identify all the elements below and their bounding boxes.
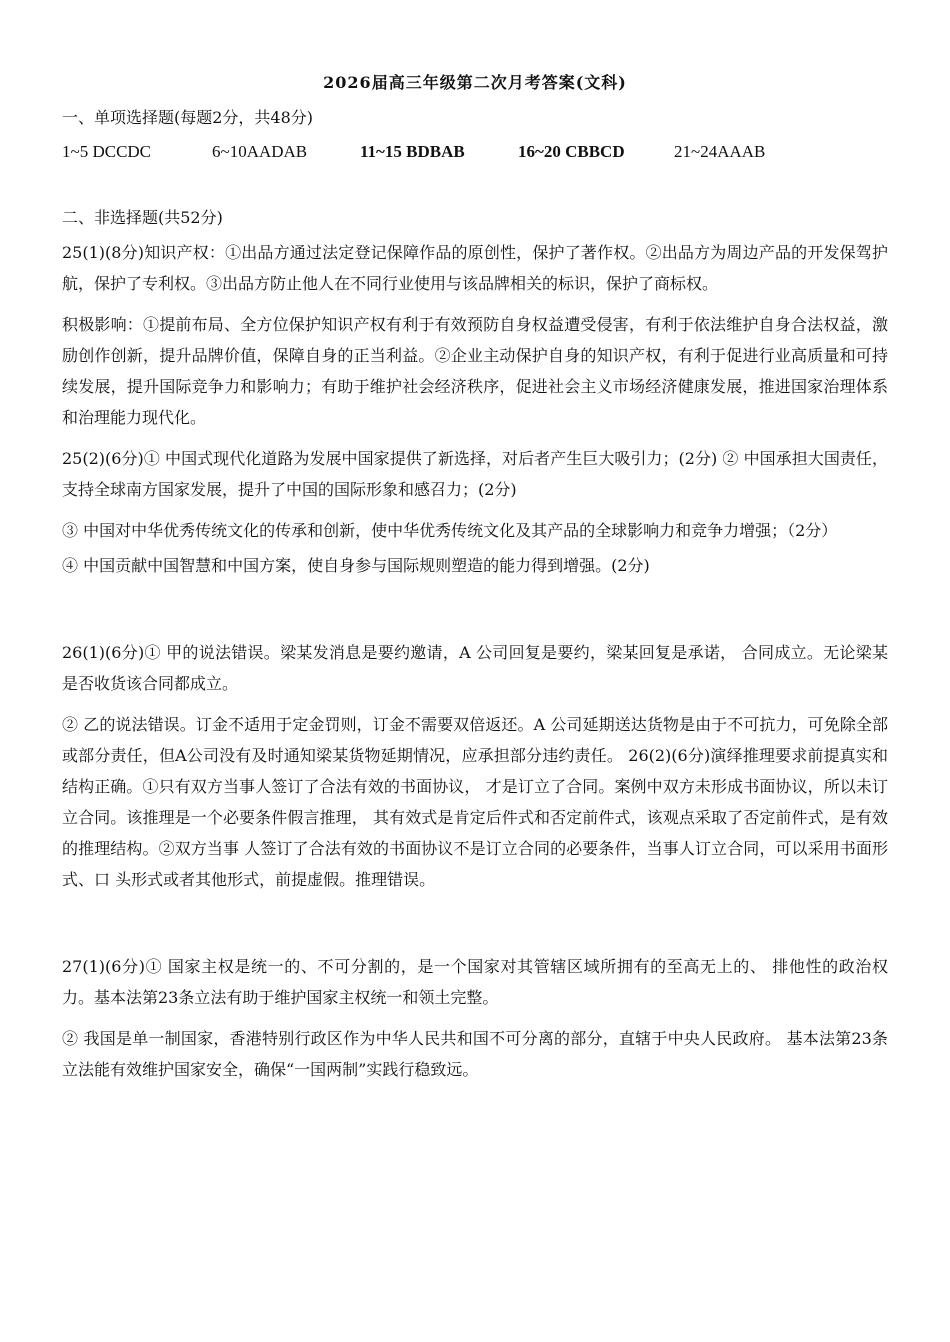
section2-heading: 二、非选择题(共52分)	[62, 208, 223, 227]
answer-group-16-20: 16~20 CBBCD	[518, 142, 625, 161]
answer-group-11-15: 11~15 BDBAB	[360, 142, 465, 161]
q25-2-point-3: ③ 中国对中华优秀传统文化的传承和创新，使中华优秀传统文化及其产品的全球影响力和竞争力增强；（2分）	[62, 521, 838, 540]
answer-group-1-5: 1~5 DCCDC	[62, 142, 152, 161]
answer-group-6-10: 6~10AADAB	[212, 142, 308, 161]
page-title: 2026届高三年级第二次月考答案(文科)	[323, 73, 627, 92]
q25-2-answer: 25(2)(6分)① 中国式现代化道路为发展中国家提供了新选择，对后者产生巨大吸引力；(2分) ② 中国承担大国责任，支持全球南方国家发展，提升了中国的国际形象和感召力；(2分)	[62, 449, 888, 499]
q27-1-point-2: ② 我国是单一制国家，香港特别行政区作为中华人民共和国不可分离的部分，直辖于中央人民政府。 基本法第23条立法能有效维护国家安全，确保“一国两制”实践行稳致远。	[62, 1029, 888, 1079]
answer-group-21-24: 21~24AAAB	[674, 142, 766, 161]
q27-1-answer: 27(1)(6分)① 国家主权是统一的、不可分割的，是一个国家对其管辖区域所拥有的至高无上的、 排他性的政治权力。基本法第23条立法有助于维护国家主权统一和领土完整。	[62, 957, 888, 1007]
q26-2-answer: ② 乙的说法错误。订金不适用于定金罚则，订金不需要双倍返还。A 公司延期送达货物是由于不可抗力，可免除全部或部分责任，但A公司没有及时通知梁某货物延期情况，应承担部分违约责任。 26(2)(6分)演绎推理要求前提真实和结构正确。①只有双方当事人签订了合法有效的书面协议， 才是订立了合同。案例中双方未形成书面协议，所以未订立合同。该推理是一个必要条件假言推理， 其有效式是肯定后件式和否定前件式，该观点采取了否定前件式，是有效的推理结构。②双方当事 人签订了合法有效的书面协议不是订立合同的必要条件，当事人订立合同，可以采用书面形式、口 头形式或者其他形式，前提虚假。推理错误。	[62, 715, 888, 889]
q26-1-answer: 26(1)(6分)① 甲的说法错误。梁某发消息是要约邀请，A 公司回复是要约，梁某回复是承诺， 合同成立。无论梁某是否收货该合同都成立。	[62, 643, 888, 693]
section1-heading: 一、单项选择题(每题2分，共48分)	[62, 108, 314, 127]
q25-1-impact: 积极影响：①提前布局、全方位保护知识产权有利于有效预防自身权益遭受侵害，有利于依法维护自身合法权益，激励创作创新，提升品牌价值，保障自身的正当利益。②企业主动保护自身的知识产权，有利于促进行业高质量和可持续发展，提升国际竞争力和影响力；有助于维护社会经济秩序，促进社会主义市场经济健康发展，推进国家治理体系和治理能力现代化。	[62, 315, 888, 427]
choice-answers-row	[62, 139, 888, 165]
q25-2-point-4: ④ 中国贡献中国智慧和中国方案，使自身参与国际规则塑造的能力得到增强。(2分)	[62, 556, 650, 575]
q25-1-answer: 25(1)(8分)知识产权：①出品方通过法定登记保障作品的原创性，保护了著作权。②出品方为周边产品的开发保驾护航，保护了专利权。③出品方防止他人在不同行业使用与该品牌相关的标识，保护了商标权。	[62, 243, 888, 293]
